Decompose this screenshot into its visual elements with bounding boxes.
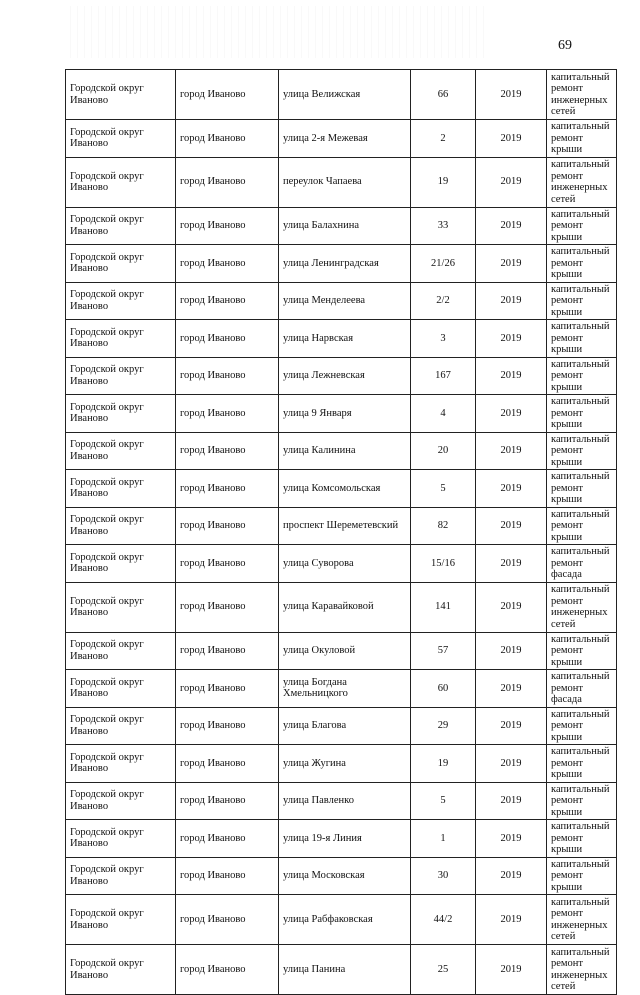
- city-cell: город Иваново: [176, 507, 279, 545]
- city-cell: город Иваново: [176, 357, 279, 395]
- house-number-cell: 5: [411, 470, 476, 508]
- page-number: 69: [558, 38, 572, 53]
- work-type-cell: капитальный ремонт крыши: [547, 507, 617, 545]
- year-cell: 2019: [476, 245, 547, 283]
- street-cell: улица Менделеева: [279, 282, 411, 320]
- work-type-cell: капитальный ремонт инженерных сетей: [547, 157, 617, 207]
- house-number-cell: 82: [411, 507, 476, 545]
- table-row: [66, 782, 617, 820]
- year-cell: 2019: [476, 395, 547, 433]
- city-cell: город Иваново: [176, 282, 279, 320]
- city-cell: город Иваново: [176, 745, 279, 783]
- table-row: [66, 120, 617, 158]
- scan-artifact: [70, 6, 490, 58]
- year-cell: 2019: [476, 820, 547, 858]
- work-type-cell: капитальный ремонт инженерных сетей: [547, 582, 617, 632]
- city-cell: город Иваново: [176, 670, 279, 708]
- street-cell: улица Павленко: [279, 782, 411, 820]
- street-cell: улица Лежневская: [279, 357, 411, 395]
- table-row: [66, 507, 617, 545]
- street-cell: улица Комсомольская: [279, 470, 411, 508]
- work-type-cell: капитальный ремонт крыши: [547, 245, 617, 283]
- district-cell: Городской округ Иваново: [66, 782, 176, 820]
- work-type-cell: капитальный ремонт крыши: [547, 432, 617, 470]
- district-cell: Городской округ Иваново: [66, 470, 176, 508]
- district-cell: Городской округ Иваново: [66, 207, 176, 245]
- street-cell: улица 2-я Межевая: [279, 120, 411, 158]
- table-row: [66, 670, 617, 708]
- house-number-cell: 2/2: [411, 282, 476, 320]
- year-cell: 2019: [476, 745, 547, 783]
- street-cell: улица Жугина: [279, 745, 411, 783]
- house-number-cell: 3: [411, 320, 476, 358]
- work-type-cell: капитальный ремонт инженерных сетей: [547, 895, 617, 945]
- year-cell: 2019: [476, 782, 547, 820]
- city-cell: город Иваново: [176, 207, 279, 245]
- work-type-cell: капитальный ремонт крыши: [547, 820, 617, 858]
- city-cell: город Иваново: [176, 857, 279, 895]
- house-number-cell: 33: [411, 207, 476, 245]
- street-cell: улица Богдана Хмельницкого: [279, 670, 411, 708]
- street-cell: улица Московская: [279, 857, 411, 895]
- year-cell: 2019: [476, 432, 547, 470]
- year-cell: 2019: [476, 582, 547, 632]
- city-cell: город Иваново: [176, 245, 279, 283]
- city-cell: город Иваново: [176, 582, 279, 632]
- work-type-cell: капитальный ремонт крыши: [547, 357, 617, 395]
- district-cell: Городской округ Иваново: [66, 632, 176, 670]
- district-cell: Городской округ Иваново: [66, 820, 176, 858]
- house-number-cell: 19: [411, 157, 476, 207]
- street-cell: улица Велижская: [279, 70, 411, 120]
- house-number-cell: 15/16: [411, 545, 476, 583]
- year-cell: 2019: [476, 507, 547, 545]
- house-number-cell: 5: [411, 782, 476, 820]
- work-type-cell: капитальный ремонт крыши: [547, 745, 617, 783]
- table-row: [66, 357, 617, 395]
- year-cell: 2019: [476, 670, 547, 708]
- house-number-cell: 60: [411, 670, 476, 708]
- work-type-cell: капитальный ремонт фасада: [547, 545, 617, 583]
- work-type-cell: капитальный ремонт крыши: [547, 207, 617, 245]
- year-cell: 2019: [476, 70, 547, 120]
- city-cell: город Иваново: [176, 782, 279, 820]
- work-type-cell: капитальный ремонт фасада: [547, 670, 617, 708]
- house-number-cell: 2: [411, 120, 476, 158]
- street-cell: улица Панина: [279, 945, 411, 995]
- street-cell: улица Каравайковой: [279, 582, 411, 632]
- year-cell: 2019: [476, 120, 547, 158]
- table-row: [66, 395, 617, 433]
- city-cell: город Иваново: [176, 120, 279, 158]
- table-body: [66, 70, 617, 995]
- year-cell: 2019: [476, 895, 547, 945]
- city-cell: город Иваново: [176, 895, 279, 945]
- city-cell: город Иваново: [176, 320, 279, 358]
- work-type-cell: капитальный ремонт крыши: [547, 707, 617, 745]
- year-cell: 2019: [476, 357, 547, 395]
- work-type-cell: капитальный ремонт крыши: [547, 470, 617, 508]
- table-row: [66, 245, 617, 283]
- year-cell: 2019: [476, 857, 547, 895]
- housing-repair-table: [65, 69, 617, 995]
- street-cell: улица Калинина: [279, 432, 411, 470]
- work-type-cell: капитальный ремонт крыши: [547, 632, 617, 670]
- work-type-cell: капитальный ремонт инженерных сетей: [547, 945, 617, 995]
- district-cell: Городской округ Иваново: [66, 857, 176, 895]
- city-cell: город Иваново: [176, 945, 279, 995]
- table-row: [66, 470, 617, 508]
- city-cell: город Иваново: [176, 157, 279, 207]
- year-cell: 2019: [476, 545, 547, 583]
- district-cell: Городской округ Иваново: [66, 582, 176, 632]
- street-cell: улица Суворова: [279, 545, 411, 583]
- district-cell: Городской округ Иваново: [66, 545, 176, 583]
- year-cell: 2019: [476, 320, 547, 358]
- table-row: [66, 545, 617, 583]
- work-type-cell: капитальный ремонт крыши: [547, 320, 617, 358]
- year-cell: 2019: [476, 157, 547, 207]
- house-number-cell: 66: [411, 70, 476, 120]
- district-cell: Городской округ Иваново: [66, 895, 176, 945]
- city-cell: город Иваново: [176, 432, 279, 470]
- year-cell: 2019: [476, 945, 547, 995]
- table-row: [66, 282, 617, 320]
- work-type-cell: капитальный ремонт крыши: [547, 395, 617, 433]
- table-row: [66, 70, 617, 120]
- year-cell: 2019: [476, 207, 547, 245]
- work-type-cell: капитальный ремонт крыши: [547, 282, 617, 320]
- district-cell: Городской округ Иваново: [66, 432, 176, 470]
- table-row: [66, 432, 617, 470]
- house-number-cell: 21/26: [411, 245, 476, 283]
- street-cell: улица Окуловой: [279, 632, 411, 670]
- street-cell: улица 19-я Линия: [279, 820, 411, 858]
- street-cell: проспект Шереметевский: [279, 507, 411, 545]
- table-row: [66, 857, 617, 895]
- district-cell: Городской округ Иваново: [66, 945, 176, 995]
- district-cell: Городской округ Иваново: [66, 157, 176, 207]
- table-row: [66, 820, 617, 858]
- table-row: [66, 157, 617, 207]
- district-cell: Городской округ Иваново: [66, 70, 176, 120]
- house-number-cell: 19: [411, 745, 476, 783]
- street-cell: улица Ленинградская: [279, 245, 411, 283]
- district-cell: Городской округ Иваново: [66, 282, 176, 320]
- year-cell: 2019: [476, 707, 547, 745]
- street-cell: улица Нарвская: [279, 320, 411, 358]
- district-cell: Городской округ Иваново: [66, 395, 176, 433]
- house-number-cell: 25: [411, 945, 476, 995]
- street-cell: улица Балахнина: [279, 207, 411, 245]
- street-cell: улица Рабфаковская: [279, 895, 411, 945]
- district-cell: Городской округ Иваново: [66, 245, 176, 283]
- table-row: [66, 320, 617, 358]
- district-cell: Городской округ Иваново: [66, 507, 176, 545]
- district-cell: Городской округ Иваново: [66, 670, 176, 708]
- street-cell: улица 9 Января: [279, 395, 411, 433]
- work-type-cell: капитальный ремонт инженерных сетей: [547, 70, 617, 120]
- district-cell: Городской округ Иваново: [66, 120, 176, 158]
- city-cell: город Иваново: [176, 470, 279, 508]
- house-number-cell: 30: [411, 857, 476, 895]
- district-cell: Городской округ Иваново: [66, 745, 176, 783]
- city-cell: город Иваново: [176, 70, 279, 120]
- house-number-cell: 1: [411, 820, 476, 858]
- table-row: [66, 707, 617, 745]
- city-cell: город Иваново: [176, 632, 279, 670]
- street-cell: улица Благова: [279, 707, 411, 745]
- house-number-cell: 44/2: [411, 895, 476, 945]
- table-row: [66, 207, 617, 245]
- table-row: [66, 895, 617, 945]
- work-type-cell: капитальный ремонт крыши: [547, 857, 617, 895]
- house-number-cell: 57: [411, 632, 476, 670]
- table-row: [66, 582, 617, 632]
- street-cell: переулок Чапаева: [279, 157, 411, 207]
- year-cell: 2019: [476, 282, 547, 320]
- house-number-cell: 141: [411, 582, 476, 632]
- table-row: [66, 945, 617, 995]
- district-cell: Городской округ Иваново: [66, 320, 176, 358]
- city-cell: город Иваново: [176, 545, 279, 583]
- work-type-cell: капитальный ремонт крыши: [547, 120, 617, 158]
- work-type-cell: капитальный ремонт крыши: [547, 782, 617, 820]
- house-number-cell: 20: [411, 432, 476, 470]
- house-number-cell: 167: [411, 357, 476, 395]
- district-cell: Городской округ Иваново: [66, 357, 176, 395]
- house-number-cell: 29: [411, 707, 476, 745]
- district-cell: Городской округ Иваново: [66, 707, 176, 745]
- house-number-cell: 4: [411, 395, 476, 433]
- table-row: [66, 632, 617, 670]
- table-row: [66, 745, 617, 783]
- year-cell: 2019: [476, 632, 547, 670]
- city-cell: город Иваново: [176, 395, 279, 433]
- year-cell: 2019: [476, 470, 547, 508]
- city-cell: город Иваново: [176, 820, 279, 858]
- city-cell: город Иваново: [176, 707, 279, 745]
